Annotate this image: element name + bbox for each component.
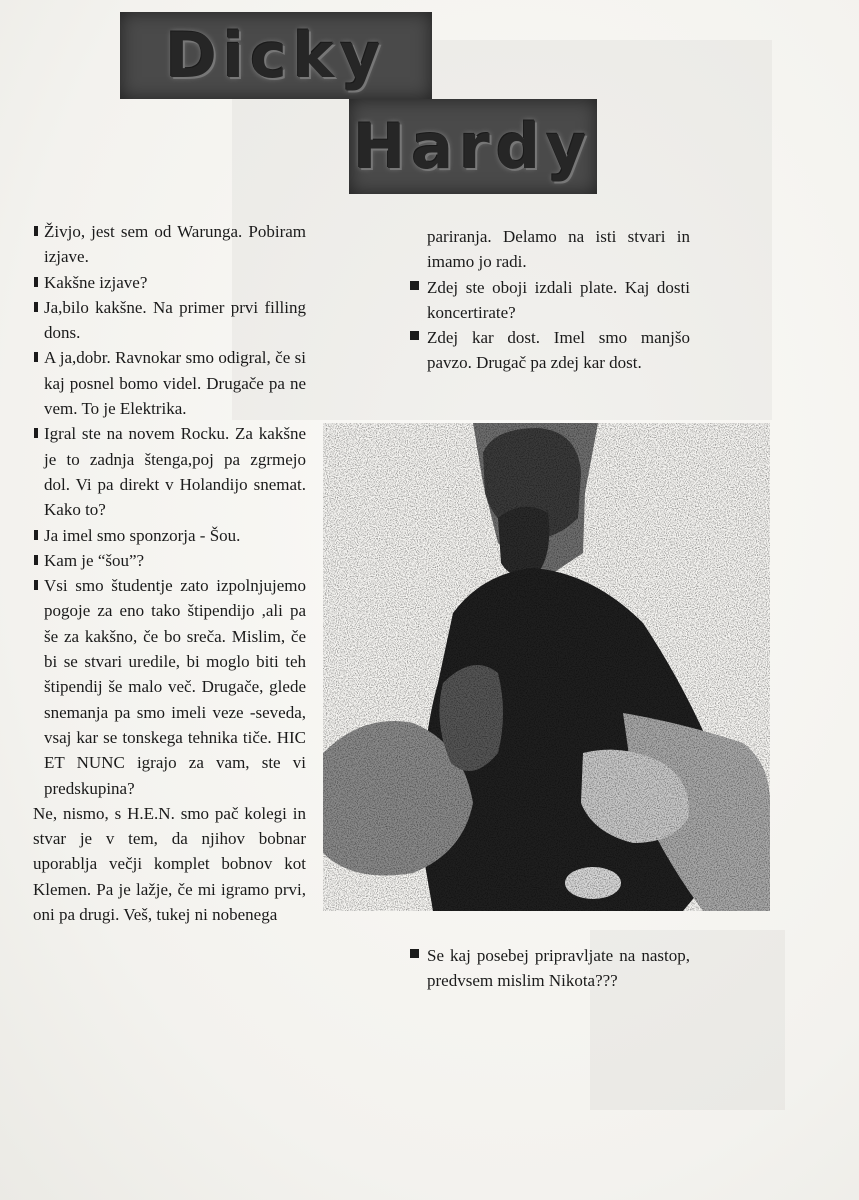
interview-left-column: [33, 219, 306, 927]
interview-paragraph: A ja,dobr. Ravnokar smo odigral, če si kaj posnel bomo videl. Drugače pa ne vem. To je Elektrika.: [33, 345, 306, 421]
title-banner-hardy: [349, 99, 597, 194]
band-photo: [323, 423, 770, 911]
interview-paragraph: Kam je “šou”?: [33, 548, 306, 573]
interview-paragraph: Zdej kar dost. Imel smo manjšo pavzo. Drugač pa zdej kar dost.: [410, 325, 690, 376]
interview-paragraph: Živjo, jest sem od Warunga. Pobiram izjave.: [33, 219, 306, 270]
interview-paragraph: Vsi smo študentje zato izpolnjujemo pogoje za eno tako štipendijo ,ali pa še za kakšno, če bo sreča. Mislim, če bi se stvari uredile, bi moglo biti teh štipendij še malo več. Drugače, glede snemanja pa smo imeli veze -seveda, vsaj kar se tonskega tehnika tiče. HIC ET NUNC igrajo za vam, ste vi predskupina?: [33, 573, 306, 801]
interview-paragraph: Ja,bilo kakšne. Na primer prvi filling dons.: [33, 295, 306, 346]
guitarist-photo-image: [323, 423, 770, 911]
title-line-2: Hardy: [353, 110, 593, 183]
interview-paragraph: Kakšne izjave?: [33, 270, 306, 295]
interview-paragraph: Ne, nismo, s H.E.N. smo pač kolegi in stvar je v tem, da njihov bobnar uporablja večji komplet bobnov kot Klemen. Pa je lažje, če mi igramo prvi, oni pa drugi. Veš, tukej ni nobenega: [33, 803, 306, 925]
interview-bottom-right: [410, 943, 690, 994]
interview-paragraph: Zdej ste oboji izdali plate. Kaj dosti koncertirate?: [410, 275, 690, 326]
interview-paragraph: Ja imel smo sponzorja - Šou.: [33, 523, 306, 548]
title-line-1: Dicky: [165, 19, 387, 92]
interview-paragraph: Igral ste na novem Rocku. Za kakšne je to zadnja štenga,poj pa zgrmejo dol. Vi pa direkt v Holandijo snemat. Kako to?: [33, 421, 306, 522]
interview-right-column: [410, 224, 690, 376]
interview-paragraph: pariranja. Delamo na isti stvari in imamo jo radi.: [427, 227, 690, 272]
interview-paragraph: Se kaj posebej pripravljate na nastop, predvsem mislim Nikota???: [410, 943, 690, 994]
title-banner-dicky: [120, 12, 432, 99]
